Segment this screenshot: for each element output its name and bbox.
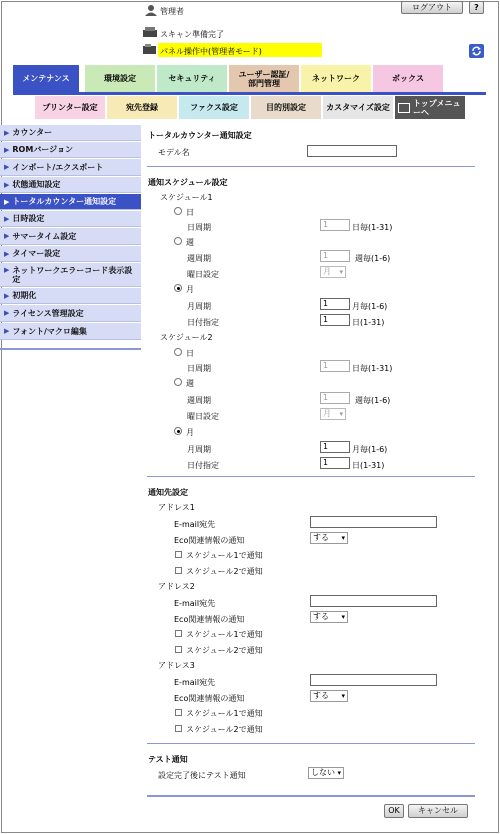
s1-day-cycle-input[interactable]: 1 xyxy=(320,219,350,231)
tab-security[interactable]: セキュリティ xyxy=(157,65,227,92)
subtab-customize[interactable]: カスタマイズ設定 xyxy=(323,96,393,119)
arrow-icon: ▶ xyxy=(4,163,10,171)
s2-date-input[interactable]: 1 xyxy=(320,457,350,469)
a3-sched1-label: スケジュール1で通知 xyxy=(186,709,263,718)
s2-date-unit: 日(1-31) xyxy=(352,461,385,470)
scanner-icon xyxy=(142,26,156,37)
a3-eco-label: Eco関連情報の通知 xyxy=(174,694,245,703)
sidebar-item-summer-time[interactable]: ▶ サマータイム設定 xyxy=(0,228,141,245)
sidebar-item-counter[interactable]: ▶ カウンター xyxy=(0,125,141,141)
arrow-icon: ▶ xyxy=(4,145,10,154)
page-title: トータルカウンター通知設定 xyxy=(148,131,252,140)
s1-weekday-select[interactable]: 月 ▾ xyxy=(320,266,346,278)
test-title: テスト通知 xyxy=(148,755,188,764)
sidebar-item-timer[interactable]: ▶ タイマー設定 xyxy=(0,246,141,262)
s1-week-cycle-label: 週周期 xyxy=(187,254,211,263)
a3-sched1-checkbox[interactable] xyxy=(175,709,182,716)
s1-day-unit: 日毎(1-31) xyxy=(352,223,393,232)
schedule-title: 通知スケジュール設定 xyxy=(148,178,228,187)
dropdown-icon: ▾ xyxy=(341,613,345,621)
tab-user-auth[interactable]: ユーザー認証/部門管理 xyxy=(229,65,299,92)
a1-eco-select[interactable]: する ▾ xyxy=(310,532,348,544)
dropdown-icon: ▾ xyxy=(341,534,345,542)
a1-sched1-label: スケジュール1で通知 xyxy=(186,551,263,560)
arrow-icon: ▶ xyxy=(4,232,10,240)
mode-text: パネル操作中(管理者モード) xyxy=(160,47,262,56)
panel-icon xyxy=(142,43,156,54)
s2-month-label: 月 xyxy=(186,428,194,437)
s2-radio-week[interactable] xyxy=(174,378,182,386)
s1-week-label: 週 xyxy=(186,238,194,247)
schedule2-label: スケジュール2 xyxy=(160,333,213,342)
s2-week-label: 週 xyxy=(186,379,194,388)
arrow-icon: ▶ xyxy=(4,180,10,189)
test-select[interactable]: しない ▾ xyxy=(308,767,344,779)
a1-email-field[interactable] xyxy=(310,516,437,528)
s1-radio-day[interactable] xyxy=(174,207,182,215)
a2-email-label: E-mail宛先 xyxy=(174,599,216,608)
model-name-field[interactable] xyxy=(307,145,397,157)
s1-date-label: 日付指定 xyxy=(187,318,219,327)
dropdown-icon: ▾ xyxy=(341,692,345,700)
s2-radio-day[interactable] xyxy=(174,348,182,356)
sidebar-item-total-counter[interactable]: ▶ トータルカウンター通知設定 xyxy=(0,194,141,210)
a1-email-label: E-mail宛先 xyxy=(174,520,216,529)
divider xyxy=(147,476,475,477)
a2-sched2-label: スケジュール2で通知 xyxy=(186,646,263,655)
a3-eco-select[interactable]: する ▾ xyxy=(310,690,348,702)
logout-button[interactable]: ログアウト xyxy=(401,1,463,14)
schedule1-label: スケジュール1 xyxy=(160,193,213,202)
admin-icon xyxy=(144,4,158,15)
sidebar-divider xyxy=(0,348,141,350)
s1-week-cycle-input[interactable]: 1 xyxy=(320,250,350,262)
a3-sched2-label: スケジュール2で通知 xyxy=(186,725,263,734)
s2-weekday-label: 曜日設定 xyxy=(187,412,219,421)
status-text: スキャン準備完了 xyxy=(160,30,224,39)
s1-date-input[interactable]: 1 xyxy=(320,314,350,326)
tab-network[interactable]: ネットワーク xyxy=(301,65,371,92)
s1-day-cycle-label: 日周期 xyxy=(187,223,211,232)
dropdown-icon: ▾ xyxy=(339,410,343,418)
dest-title: 通知先設定 xyxy=(148,488,188,497)
test-label: 設定完了後にテスト通知 xyxy=(158,771,246,780)
arrow-icon: ▶ xyxy=(4,197,10,206)
s2-day-label: 日 xyxy=(186,349,194,358)
s2-day-unit: 日毎(1-31) xyxy=(352,364,393,373)
sidebar-item-font-macro[interactable]: ▶ フォント/マクロ編集 xyxy=(0,323,141,340)
dropdown-icon: ▾ xyxy=(337,769,341,777)
subtab-destination[interactable]: 宛先登録 xyxy=(107,96,177,119)
tab-environment[interactable]: 環境設定 xyxy=(85,65,155,92)
sidebar-item-datetime[interactable]: ▶ 日時設定 xyxy=(0,211,141,227)
a3-sched2-checkbox[interactable] xyxy=(175,725,182,732)
s1-day-label: 日 xyxy=(186,208,194,217)
ok-button[interactable]: OK xyxy=(384,804,404,818)
a2-eco-label: Eco関連情報の通知 xyxy=(174,615,245,624)
s1-month-label: 月 xyxy=(186,285,194,294)
s1-month-unit: 月毎(1-6) xyxy=(352,302,388,311)
s2-week-cycle-input[interactable]: 1 xyxy=(320,392,350,404)
arrow-icon: ▶ xyxy=(4,266,10,274)
s1-date-unit: 日(1-31) xyxy=(352,318,385,327)
a2-sched2-checkbox[interactable] xyxy=(175,646,182,653)
tab-underline xyxy=(13,92,486,95)
arrow-icon: ▶ xyxy=(4,291,10,300)
arrow-icon: ▶ xyxy=(4,327,10,335)
s2-date-label: 日付指定 xyxy=(187,461,219,470)
sidebar-item-license[interactable]: ▶ ライセンス管理設定 xyxy=(0,305,141,322)
subtab-printer[interactable]: プリンター設定 xyxy=(35,96,105,119)
cancel-button[interactable]: キャンセル xyxy=(408,804,468,818)
address2-label: アドレス2 xyxy=(158,582,195,591)
a1-sched2-checkbox[interactable] xyxy=(175,567,182,574)
arrow-icon: ▶ xyxy=(4,214,10,223)
dropdown-icon: ▾ xyxy=(339,268,343,276)
user-label: 管理者 xyxy=(160,7,184,16)
arrow-icon: ▶ xyxy=(4,309,10,317)
s2-week-cycle-label: 週周期 xyxy=(187,396,211,405)
address3-label: アドレス3 xyxy=(158,661,195,670)
a2-eco-select[interactable]: する ▾ xyxy=(310,611,348,623)
help-button[interactable]: ? xyxy=(469,1,484,14)
address1-label: アドレス1 xyxy=(158,503,195,512)
sidebar-item-status-notify[interactable]: ▶ 状態通知設定 xyxy=(0,177,141,193)
top-menu-label: トップメニューへ xyxy=(413,98,461,117)
a2-email-field[interactable] xyxy=(310,595,437,607)
s2-radio-month[interactable] xyxy=(174,427,182,435)
s2-day-cycle-input[interactable]: 1 xyxy=(320,360,350,372)
sidebar-item-init[interactable]: ▶ 初期化 xyxy=(0,288,141,304)
tab-maintenance[interactable]: メンテナンス xyxy=(13,65,79,92)
s2-weekday-select[interactable]: 月 ▾ xyxy=(320,408,346,420)
arrow-icon: ▶ xyxy=(4,128,10,137)
arrow-icon: ▶ xyxy=(4,249,10,258)
sidebar-item-network-error[interactable]: ▶ ネットワークエラーコード表示設定 xyxy=(0,263,141,287)
s1-radio-week[interactable] xyxy=(174,237,182,245)
s1-radio-month[interactable] xyxy=(174,284,182,292)
tab-box[interactable]: ボックス xyxy=(373,65,443,92)
s1-month-cycle-input[interactable]: 1 xyxy=(320,298,350,310)
a2-sched1-label: スケジュール1で通知 xyxy=(186,630,263,639)
sidebar-item-import-export[interactable]: ▶ インポート/エクスポート xyxy=(0,159,141,176)
s1-month-cycle-label: 月周期 xyxy=(187,302,211,311)
divider xyxy=(147,166,475,167)
a1-sched1-checkbox[interactable] xyxy=(175,551,182,558)
s2-month-cycle-input[interactable]: 1 xyxy=(320,441,350,453)
s2-month-cycle-label: 月周期 xyxy=(187,445,211,454)
s2-week-unit: 週毎(1-6) xyxy=(355,396,391,405)
sidebar-item-rom[interactable]: ▶ ROMバージョン xyxy=(0,142,141,158)
subtab-top-menu[interactable] xyxy=(395,96,465,119)
s1-week-unit: 週毎(1-6) xyxy=(355,254,391,263)
a1-sched2-label: スケジュール2で通知 xyxy=(186,567,263,576)
a1-eco-label: Eco関連情報の通知 xyxy=(174,536,245,545)
divider xyxy=(147,743,475,744)
a3-email-label: E-mail宛先 xyxy=(174,678,216,687)
refresh-icon[interactable] xyxy=(469,44,484,58)
a3-email-field[interactable] xyxy=(310,674,437,686)
subtab-purpose[interactable]: 目的別設定 xyxy=(251,96,321,119)
s2-day-cycle-label: 日周期 xyxy=(187,364,211,373)
top-menu-icon xyxy=(398,103,410,113)
model-label: モデル名 xyxy=(158,148,190,157)
a2-sched1-checkbox[interactable] xyxy=(175,630,182,637)
divider xyxy=(147,795,475,797)
s1-weekday-label: 曜日設定 xyxy=(187,270,219,279)
subtab-fax[interactable]: ファクス設定 xyxy=(179,96,249,119)
s2-month-unit: 月毎(1-6) xyxy=(352,445,388,454)
